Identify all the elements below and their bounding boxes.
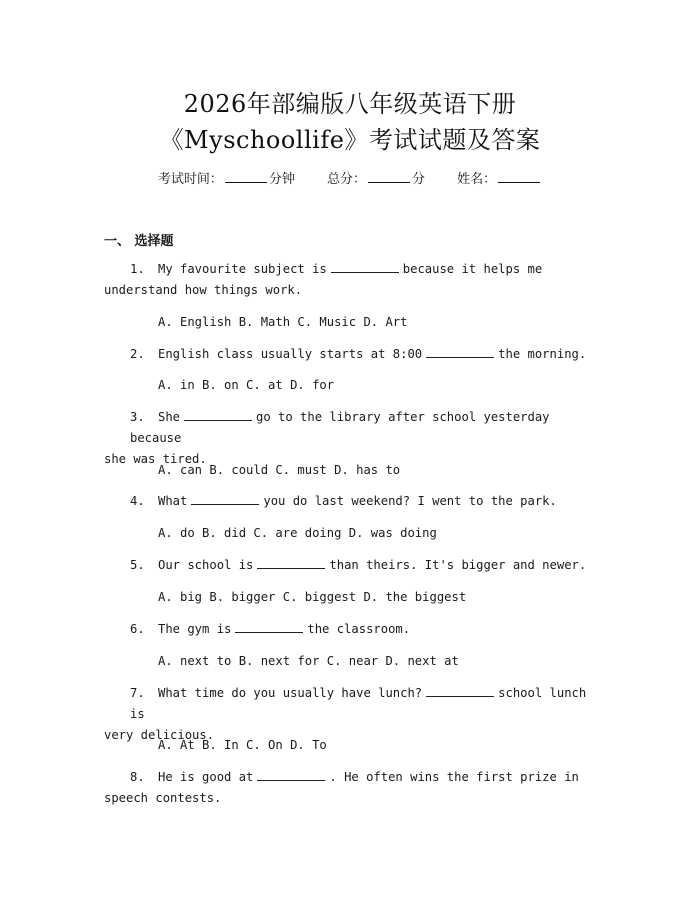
question-1-options: A. English B. Math C. Music D. Art	[158, 315, 408, 329]
question-5-options: A. big B. bigger C. biggest D. the biggest	[158, 590, 467, 604]
question-6-options: A. next to B. next for C. near D. next at	[158, 654, 459, 668]
question-text-after: the classroom.	[307, 622, 411, 636]
question-text-after: go to the library after school yesterday because	[130, 410, 550, 445]
question-text-after: the morning.	[498, 347, 587, 361]
question-text-before: He is good at	[158, 770, 254, 784]
question-number: 4.	[130, 494, 145, 508]
exam-time-blank	[225, 181, 267, 183]
question-text-after: you do last weekend? I went to the park.	[263, 494, 557, 508]
student-name-field	[457, 172, 542, 187]
answer-blank	[257, 556, 325, 569]
question-number: 5.	[130, 558, 145, 572]
answer-blank	[331, 260, 399, 273]
question-text-continued: speech contests.	[104, 791, 222, 805]
section-title-multiple-choice: 一、 选择题	[104, 234, 174, 249]
question-number: 8.	[130, 770, 145, 784]
student-name-blank	[498, 181, 540, 183]
question-1	[104, 259, 594, 301]
answer-blank	[426, 684, 494, 697]
question-number: 1.	[130, 262, 145, 276]
question-text-before: What	[158, 494, 188, 508]
question-5	[104, 555, 594, 576]
question-text-before: What time do you usually have lunch?	[158, 686, 423, 700]
question-text-before: Our school is	[158, 558, 254, 572]
answer-blank	[426, 345, 494, 358]
exam-time-unit: 分钟	[268, 172, 295, 187]
question-4	[104, 491, 594, 512]
question-7-options: A. At B. In C. On D. To	[158, 738, 327, 752]
total-score-unit: 分	[412, 172, 426, 187]
total-score-label: 总分：	[326, 172, 366, 187]
question-number: 2.	[130, 347, 145, 361]
question-number: 6.	[130, 622, 145, 636]
question-text-before: English class usually starts at 8:00	[158, 347, 423, 361]
answer-blank	[235, 620, 303, 633]
question-6	[104, 619, 594, 640]
question-number: 7.	[130, 686, 145, 700]
question-text-after: school lunch is	[130, 686, 587, 721]
exam-time-field	[158, 172, 299, 187]
question-text-continued: understand how things work.	[104, 283, 303, 297]
question-text-before: She	[158, 410, 181, 424]
student-name-label: 姓名：	[457, 172, 497, 187]
exam-info-row	[0, 168, 700, 187]
question-number: 3.	[130, 410, 145, 424]
exam-title-line-1: 2026年部编版八年级英语下册	[183, 90, 517, 118]
question-8	[104, 767, 594, 809]
question-text-before: The gym is	[158, 622, 232, 636]
total-score-blank	[368, 181, 410, 183]
question-text-continued: she was tired.	[104, 452, 207, 466]
question-4-options: A. do B. did C. are doing D. was doing	[158, 526, 437, 540]
exam-title-line-2: 《Myschoollife》考试试题及答案	[159, 126, 541, 154]
question-3-options: A. can B. could C. must D. has to	[158, 463, 401, 477]
question-text-after: . He often wins the first prize in	[329, 770, 579, 784]
question-2	[104, 344, 594, 365]
exam-time-label: 考试时间：	[157, 172, 223, 187]
total-score-field	[327, 172, 429, 187]
answer-blank	[257, 768, 325, 781]
question-text-continued: very delicious.	[104, 728, 215, 742]
answer-blank	[184, 408, 252, 421]
question-text-after: because it helps me	[402, 262, 543, 276]
question-text-before: My favourite subject is	[158, 262, 327, 276]
answer-blank	[191, 492, 259, 505]
question-text-after: than theirs. It's bigger and newer.	[329, 558, 587, 572]
question-2-options: A. in B. on C. at D. for	[158, 378, 335, 392]
